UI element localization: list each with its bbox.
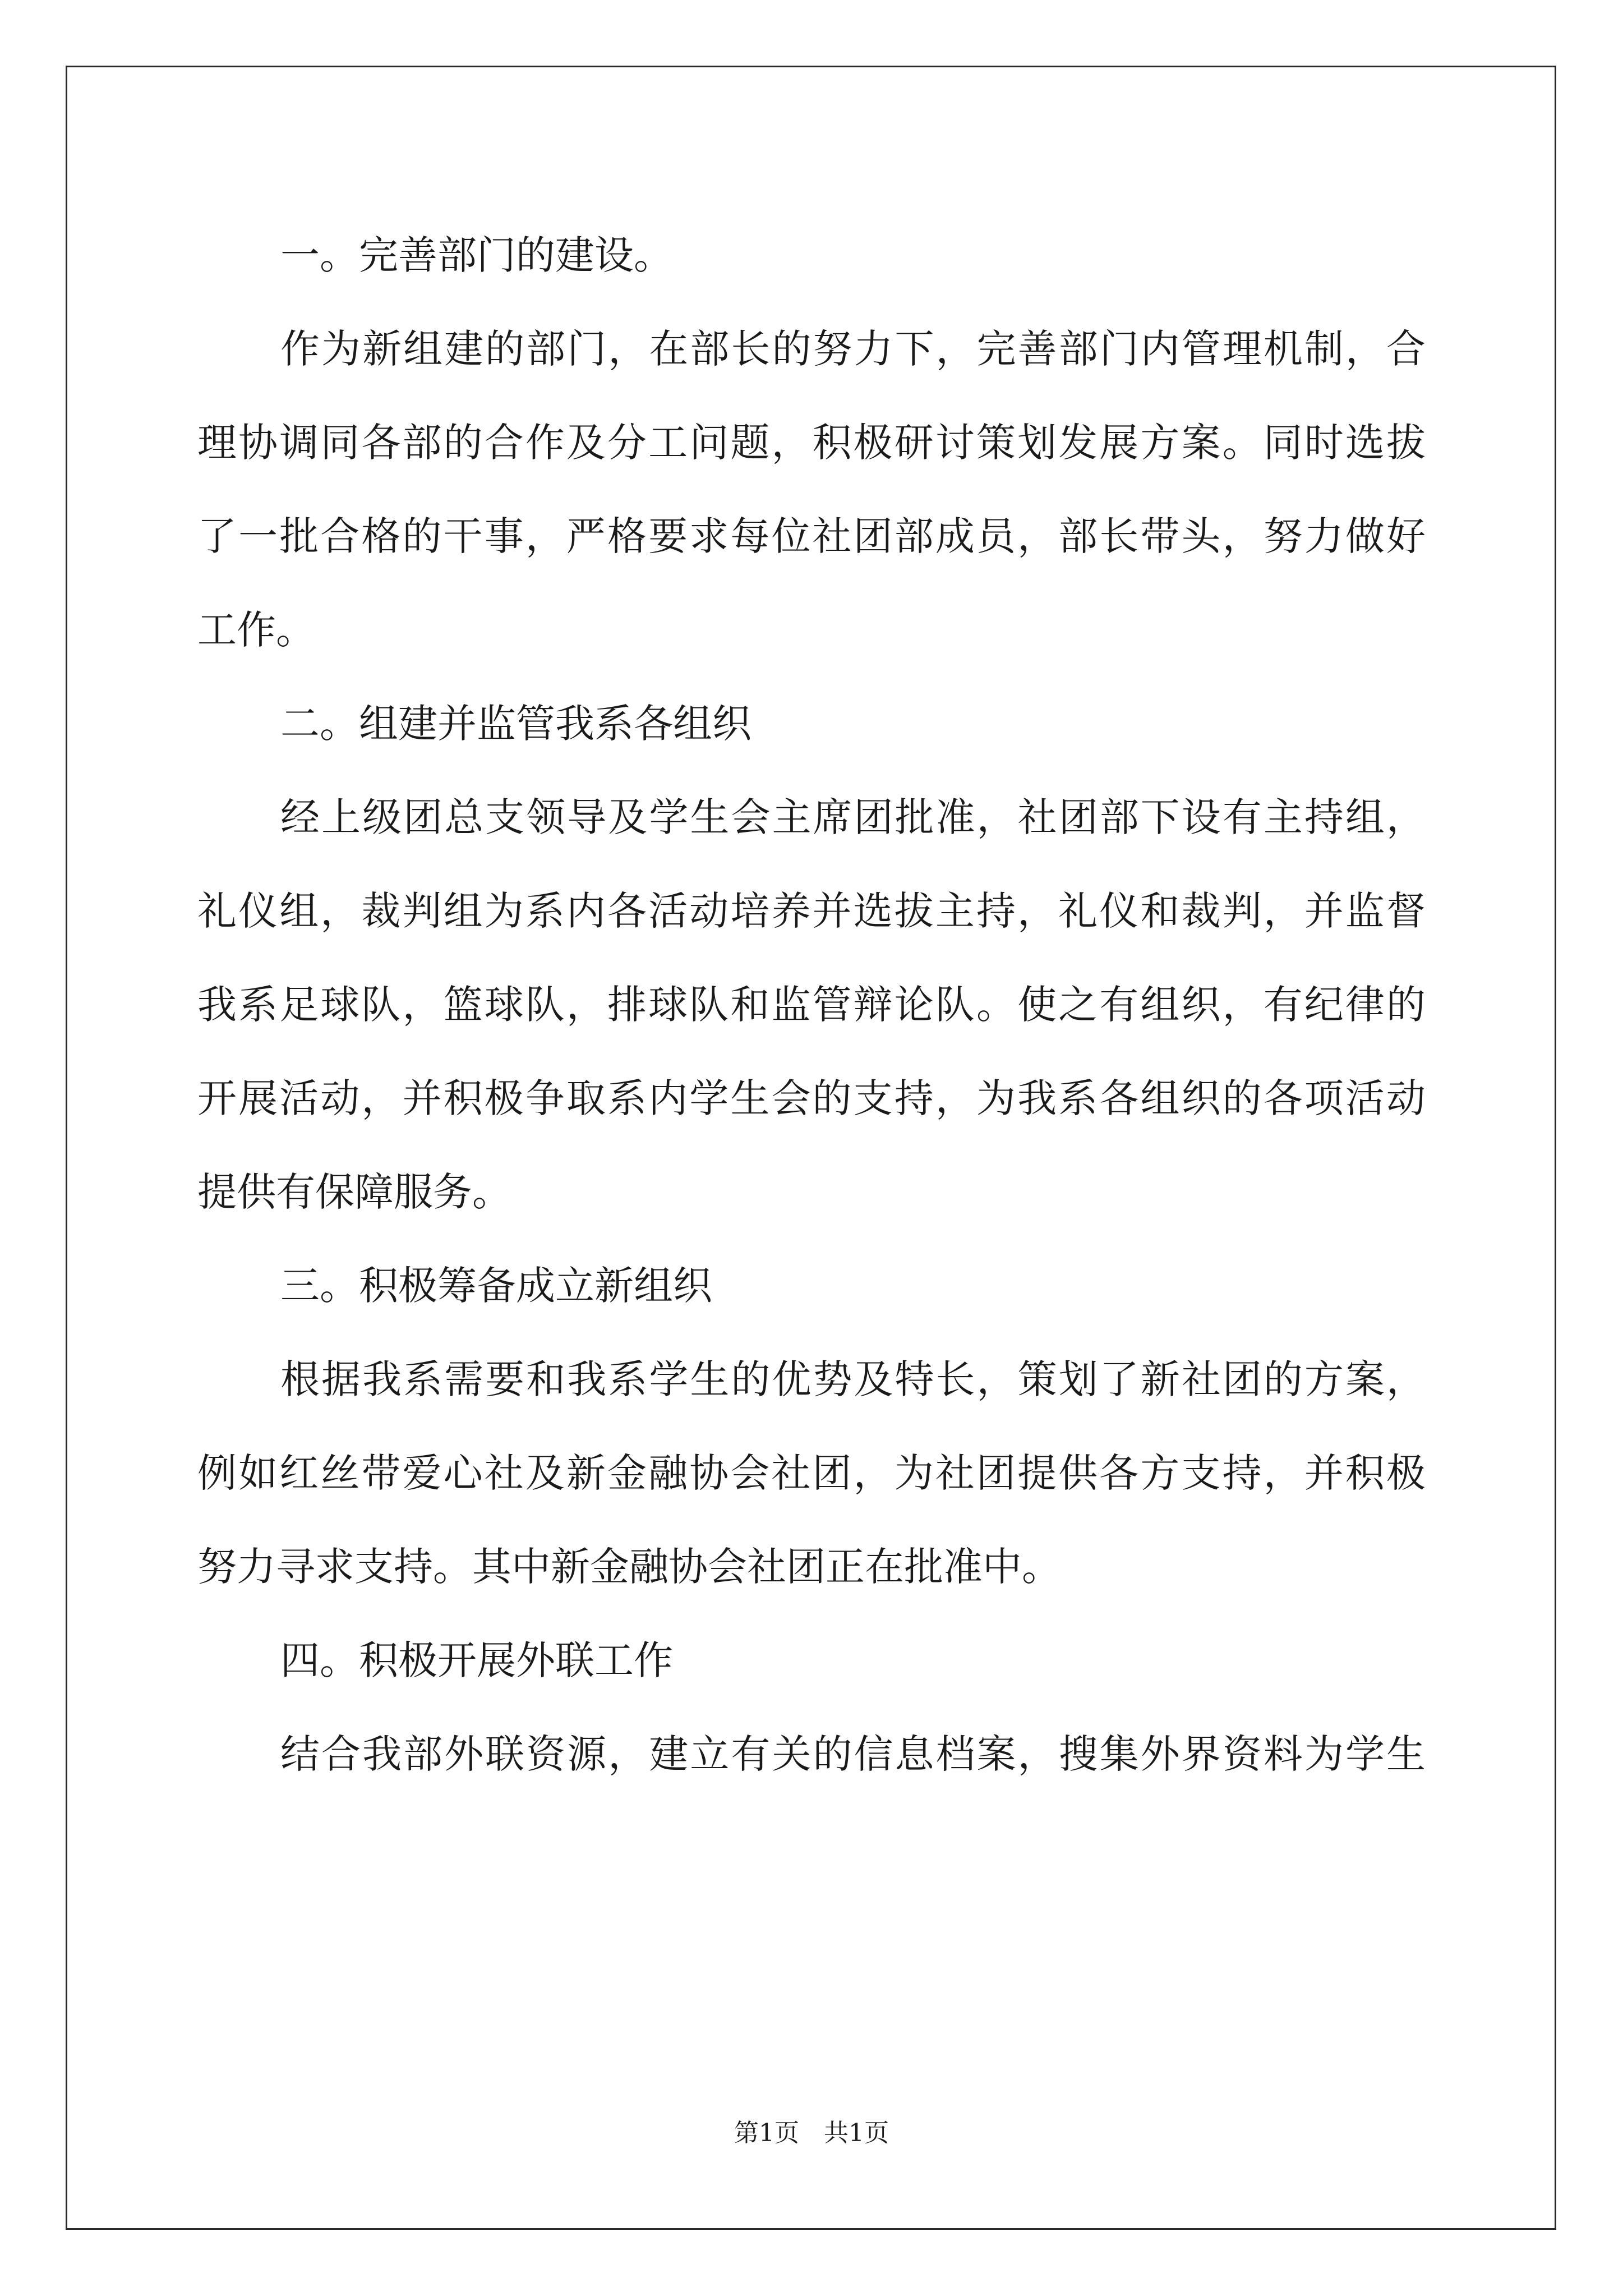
page-number-label: 第1页 共1页 xyxy=(734,2119,889,2147)
paragraph-line xyxy=(197,958,1426,1052)
paragraph-line xyxy=(197,771,1426,864)
paragraph-line xyxy=(197,396,1426,490)
paragraph-text: 我系足球队，篮球队，排球队和监管辩论队。使之有组织，有纪律的 xyxy=(197,982,1426,1028)
paragraph-text: 根据我系需要和我系学生的优势及特长，策划了新社团的方案， xyxy=(280,1356,1426,1402)
paragraph-text: 开展活动，并积极争取系内学生会的支持，为我系各组织的各项活动 xyxy=(197,1075,1426,1121)
paragraph-line xyxy=(197,864,1426,958)
page-footer xyxy=(0,2116,1623,2150)
paragraph-line xyxy=(197,1052,1426,1145)
heading-text: 一。完善部门的建设。 xyxy=(280,232,673,278)
heading-text: 四。积极开展外联工作 xyxy=(280,1637,673,1683)
paragraph-text: 作为新组建的部门，在部长的努力下，完善部门内管理机制，合 xyxy=(280,326,1426,372)
paragraph-line xyxy=(197,302,1426,396)
paragraph-text: 礼仪组，裁判组为系内各活动培养并选拔主持，礼仪和裁判，并监督 xyxy=(197,888,1426,934)
paragraph-line xyxy=(197,1427,1426,1520)
paragraph-text: 努力寻求支持。其中新金融协会社团正在批准中。 xyxy=(197,1544,1061,1590)
paragraph-line xyxy=(197,1708,1426,1801)
paragraph-line xyxy=(197,490,1426,583)
paragraph-line xyxy=(197,1333,1426,1427)
paragraph-text: 提供有保障服务。 xyxy=(197,1169,511,1215)
section-heading-3 xyxy=(197,1239,1426,1333)
section-heading-1 xyxy=(197,209,1426,302)
paragraph-text: 经上级团总支领导及学生会主席团批准，社团部下设有主持组， xyxy=(280,794,1426,840)
paragraph-text: 工作。 xyxy=(197,607,315,653)
paragraph-text: 例如红丝带爱心社及新金融协会社团，为社团提供各方支持，并积极 xyxy=(197,1450,1426,1496)
paragraph-line xyxy=(197,583,1426,677)
paragraph-text: 结合我部外联资源，建立有关的信息档案，搜集外界资料为学生 xyxy=(280,1731,1426,1777)
heading-text: 二。组建并监管我系各组织 xyxy=(280,701,751,747)
document-body xyxy=(197,209,1426,1801)
paragraph-text: 理协调同各部的合作及分工问题，积极研讨策划发展方案。同时选拔 xyxy=(197,420,1426,466)
section-heading-4 xyxy=(197,1614,1426,1708)
paragraph-text: 了一批合格的干事，严格要求每位社团部成员，部长带头，努力做好 xyxy=(197,513,1426,559)
heading-text: 三。积极筹备成立新组织 xyxy=(280,1263,712,1309)
paragraph-line xyxy=(197,1520,1426,1614)
paragraph-line xyxy=(197,1145,1426,1239)
section-heading-2 xyxy=(197,677,1426,771)
